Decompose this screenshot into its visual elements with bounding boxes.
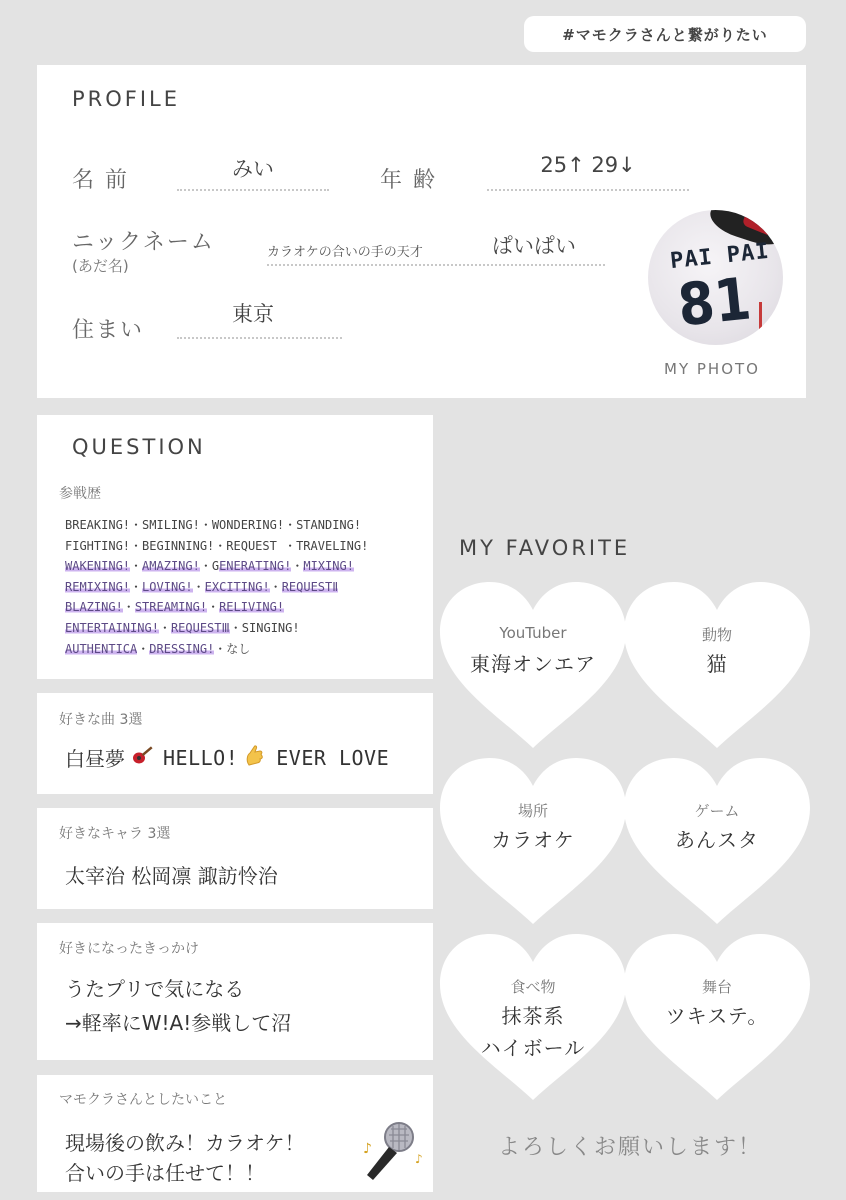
favorite-category: 動物 <box>701 626 732 644</box>
hashtag-badge: #マモクラさんと繋がりたい <box>524 16 806 52</box>
jersey-name: PAI PAI <box>668 238 771 275</box>
favorite-category: YouTuber <box>499 624 567 642</box>
song-1: 白昼夢 <box>65 747 125 771</box>
nickname-prefix: カラオケの合いの手の天才 <box>267 245 423 260</box>
wish-line-1: 現場後の飲み！カラオケ！ <box>65 1131 305 1155</box>
event-name: ・ <box>192 579 205 594</box>
favorite-value: ツキステ。 <box>665 1004 769 1028</box>
event-name-attended: ENERATING! <box>219 559 292 574</box>
jersey-number: 81 <box>674 264 755 340</box>
event-history-line <box>65 639 431 660</box>
favorite-value: カラオケ <box>491 828 575 852</box>
favorite-heart <box>438 756 628 926</box>
svg-text:♪: ♪ <box>363 1141 372 1157</box>
event-name-attended: REQUESTⅢ <box>170 620 230 635</box>
favorite-category: 食べ物 <box>510 978 556 996</box>
favorite-heart <box>622 580 812 750</box>
trigger-card <box>37 923 433 1060</box>
event-name: ・ <box>137 641 150 656</box>
event-name: ・ <box>269 579 282 594</box>
event-name: ・ <box>291 559 304 574</box>
event-history-line <box>65 556 431 577</box>
event-name-attended: ENTERTAINING! <box>65 620 159 635</box>
songs-row <box>65 743 389 772</box>
song-2: HELLO! <box>163 745 239 770</box>
favorite-heart <box>438 932 628 1102</box>
wish-label: マモクラさんとしたいこと <box>59 1092 227 1108</box>
trigger-line-1: うたプリで気になる <box>65 977 245 1001</box>
question-card <box>37 415 433 679</box>
event-name-attended: WAKENING! <box>65 559 131 574</box>
event-name-attended: AUTHENTICA <box>65 641 138 656</box>
event-name-attended: BLAZING! <box>65 600 123 615</box>
event-name-attended: EXCITING! <box>204 579 270 594</box>
event-history-line <box>65 597 431 618</box>
event-name: ・ <box>207 600 220 615</box>
question-title: QUESTION <box>72 435 206 459</box>
profile-title: PROFILE <box>72 87 181 111</box>
favorite-value: 東海オンエア <box>470 652 596 676</box>
favorite-category: 場所 <box>517 802 548 820</box>
event-name: ・ <box>130 579 143 594</box>
age-label: 年 齢 <box>380 168 437 193</box>
trigger-label: 好きになったきっかけ <box>59 941 199 957</box>
characters-card <box>37 808 433 909</box>
event-name: ・ <box>130 559 143 574</box>
event-name-attended: MIXING! <box>303 559 354 574</box>
event-name: ・SINGING! <box>229 620 300 635</box>
residence-underline <box>177 337 342 339</box>
guitar-icon <box>131 743 155 772</box>
event-history-line <box>65 515 431 536</box>
event-name: ・ <box>158 620 171 635</box>
event-history-line <box>65 618 431 639</box>
event-name-attended: RELIVING! <box>219 600 285 615</box>
history-label: 参戦歴 <box>59 486 101 502</box>
event-name-attended: STREAMING! <box>134 600 208 615</box>
name-label: 名 前 <box>72 168 129 193</box>
event-name-attended: REQUESTⅡ <box>281 579 339 594</box>
trigger-line-2: →軽率にW!A!参戦して沼 <box>65 1011 292 1035</box>
event-history-list <box>65 515 431 659</box>
nickname-sublabel: (あだ名) <box>72 257 129 275</box>
favorite-title: MY FAVORITE <box>459 536 631 560</box>
nickname-underline <box>267 264 605 266</box>
songs-label: 好きな曲 3選 <box>59 712 143 728</box>
wish-card <box>37 1075 433 1192</box>
characters-value: 太宰治 松岡凛 諏訪怜治 <box>65 864 278 888</box>
favorite-heart <box>622 756 812 926</box>
residence-label: 住まい <box>72 318 145 343</box>
age-underline <box>487 189 689 191</box>
photo-label: MY PHOTO <box>664 360 760 378</box>
event-name-attended: AMAZING! <box>142 559 200 574</box>
event-name-attended: LOVING! <box>142 579 193 594</box>
favorite-heart <box>438 580 628 750</box>
microphone-icon <box>359 1113 429 1189</box>
name-underline <box>177 189 329 191</box>
nickname-value: ぱいぱい <box>492 234 576 258</box>
hand-icon <box>244 743 266 772</box>
event-name: ・ <box>122 600 135 615</box>
event-name-attended: DRESSING! <box>149 641 215 656</box>
event-name: FIGHTING!・BEGINNING!・REQUEST ・TRAVELING! <box>65 538 369 553</box>
favorite-value: 抹茶系 ハイボール <box>480 1004 586 1060</box>
favorite-heart <box>622 932 812 1102</box>
closing-message: よろしくお願いします！ <box>497 1135 762 1160</box>
characters-label: 好きなキャラ 3選 <box>59 826 171 842</box>
favorite-value: 猫 <box>706 652 728 676</box>
favorite-value: あんスタ <box>675 828 759 852</box>
nickname-label: ニックネーム <box>72 230 215 255</box>
profile-photo <box>648 210 783 345</box>
svg-text:♪: ♪ <box>415 1152 423 1166</box>
wish-line-2: 合いの手は任せて！！ <box>65 1161 265 1185</box>
event-name: ・G <box>199 559 220 574</box>
event-name: ・なし <box>214 641 251 656</box>
event-name-attended: REMIXING! <box>65 579 131 594</box>
song-3: EVER LOVE <box>276 745 390 770</box>
residence-value: 東京 <box>232 302 274 326</box>
jersey-stripe <box>759 302 783 345</box>
event-history-line <box>65 536 431 557</box>
favorite-category: ゲーム <box>694 802 740 820</box>
event-name: BREAKING!・SMILING!・WONDERING!・STANDING! <box>65 518 362 532</box>
event-history-line <box>65 577 431 598</box>
favorite-category: 舞台 <box>701 978 732 996</box>
age-value: 25↑ 29↓ <box>540 153 636 177</box>
songs-card <box>37 693 433 794</box>
name-value: みい <box>232 157 274 181</box>
